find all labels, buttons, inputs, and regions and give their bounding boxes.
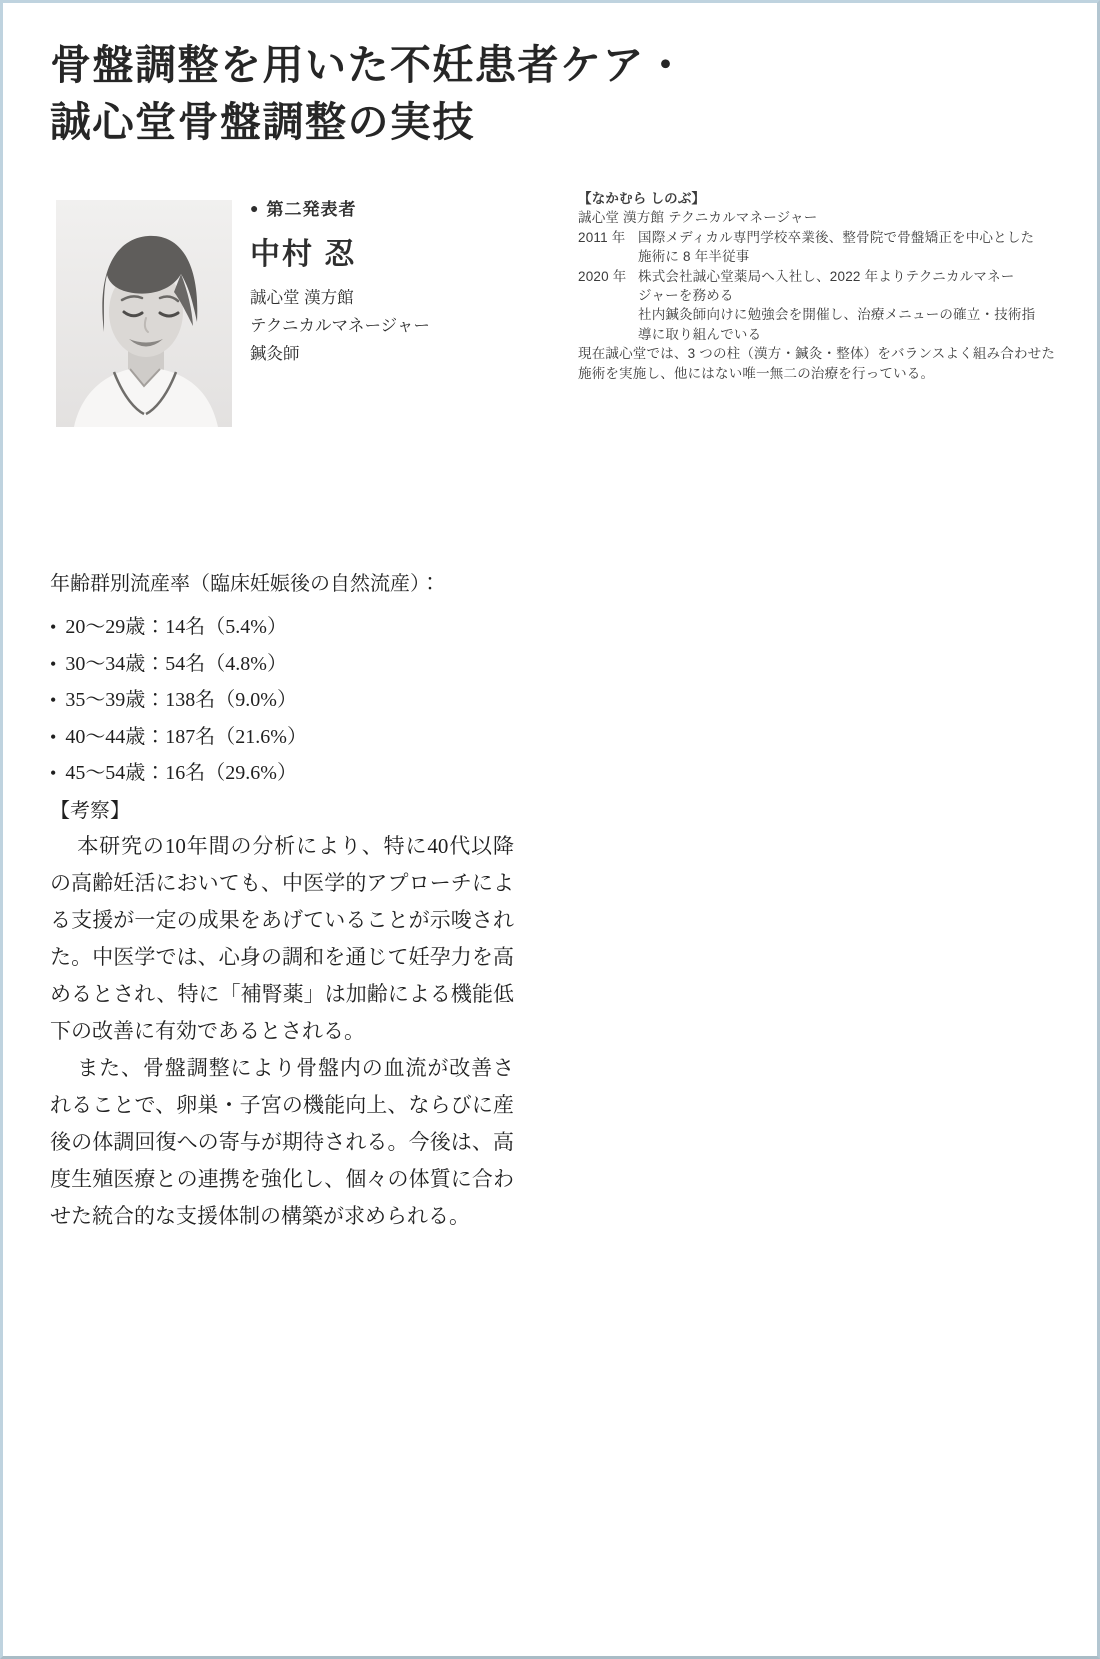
bio-entry-line: ジャーを務める — [638, 288, 734, 304]
presenter-info — [250, 195, 430, 368]
presenter-meta — [250, 284, 430, 368]
bio-entry-text — [638, 267, 1056, 345]
list-item — [50, 755, 514, 792]
presenter-title: テクニカルマネージャー — [250, 317, 430, 335]
page-title — [50, 37, 810, 151]
list-item-text: 35〜39歳：138名（9.0%） — [65, 689, 297, 711]
presenter-bio — [578, 189, 1056, 383]
bullet-icon: • — [50, 763, 57, 783]
list-item — [50, 682, 514, 719]
discussion-paragraph-1: 本研究の10年間の分析により、特に40代以降の高齢妊活においても、中医学的アプローチによる支援が一定の成果をあげていることが示唆された。中医学では、心身の調和を通じて妊孕力を高めるとされ、特に「補腎薬」は加齢による機能低下の改善に有効であるとされる。 — [50, 833, 514, 1043]
bio-entry-year: 2020 年 — [578, 268, 627, 284]
bio-heading: 【なかむら しのぶ】 — [578, 191, 706, 206]
bullet-icon: • — [50, 690, 57, 710]
list-item-text: 40〜44歳：187名（21.6%） — [65, 725, 307, 748]
discussion-paragraph-2: また、骨盤調整により骨盤内の血流が改善されることで、卵巣・子宮の機能向上、ならびに産後の体調回復への寄与が期待される。今後は、高度生殖医療との連携を強化し、個々の体質に合わせた統合的な支援体制の構築が求められる。 — [50, 1055, 514, 1228]
bullet-icon: • — [50, 617, 57, 637]
list-item — [50, 609, 514, 646]
bio-entry-line: 社内鍼灸師向けに勉強会を開催し、治療メニューの確立・技術指 — [638, 307, 1036, 323]
presenter-photo — [56, 200, 232, 427]
bio-entry-2020 — [578, 267, 1056, 345]
presenter-affiliation: 誠心堂 漢方館 — [250, 289, 354, 307]
bio-entry-text — [638, 228, 1056, 267]
list-item — [50, 719, 514, 756]
presenter-name: 中村 忍 — [250, 238, 357, 271]
bio-entry-2011 — [578, 228, 1056, 267]
bio-entry-line: 株式会社誠心堂薬局へ入社し、2022 年よりテクニカルマネー — [638, 268, 1015, 284]
list-item-text: 20〜29歳：14名（5.4%） — [65, 616, 287, 638]
bio-affiliation-line: 誠心堂 漢方館 テクニカルマネージャー — [578, 210, 818, 226]
list-item-text: 45〜54歳：16名（29.6%） — [65, 762, 297, 784]
page-title-line2: 誠心堂骨盤調整の実技 — [50, 99, 475, 145]
bio-entry-line: 導に取り組んでいる — [638, 326, 762, 342]
presenter-qualification: 鍼灸師 — [250, 345, 300, 363]
body-content — [50, 569, 514, 1235]
presenter-role — [250, 195, 430, 220]
bio-entry-year: 2011 年 — [578, 229, 626, 245]
presenter-role-label: 第二発表者 — [266, 200, 357, 219]
page-title-line1: 骨盤調整を用いた不妊患者ケア・ — [50, 42, 688, 88]
bio-entry-line: 国際メディカル専門学校卒業後、整骨院で骨盤矯正を中心とした — [638, 229, 1035, 245]
discussion-heading: 【考察】 — [50, 799, 130, 822]
portrait-image — [56, 200, 232, 427]
bullet-icon: • — [50, 726, 57, 747]
bullet-icon: • — [50, 653, 57, 674]
list-item — [50, 646, 514, 683]
miscarriage-rate-heading: 年齢群別流産率（臨床妊娠後の自然流産）： — [50, 573, 440, 595]
list-item-text: 30〜34歳：54名（4.8%） — [65, 652, 287, 675]
bio-entry-line: 施術に 8 年半従事 — [638, 249, 750, 265]
bullet-icon: ● — [250, 199, 260, 216]
miscarriage-rate-list — [50, 609, 514, 792]
bio-closing: 現在誠心堂では、3 つの柱（漢方・鍼灸・整体）をバランスよく組み合わせた施術を実施し、他にはない唯一無二の治療を行っている。 — [578, 346, 1056, 381]
